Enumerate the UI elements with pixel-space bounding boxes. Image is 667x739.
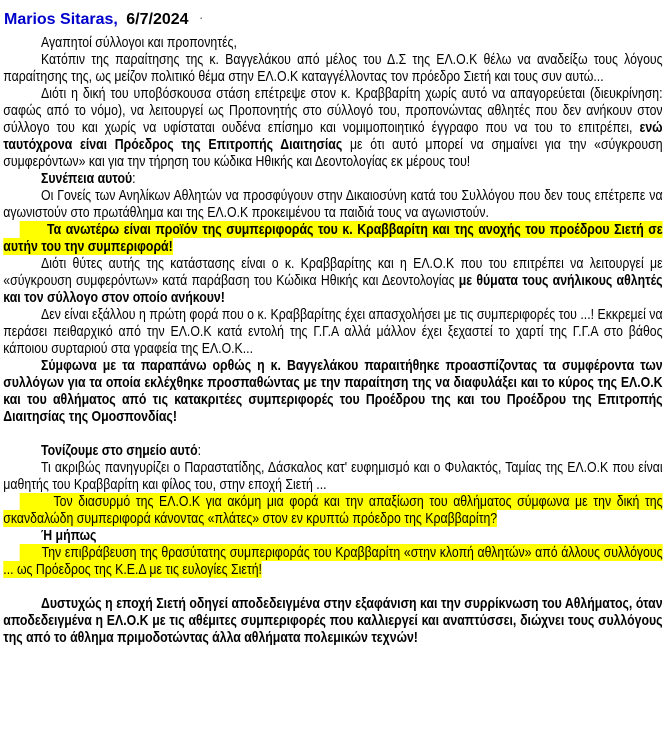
post-author-link[interactable]: Marios Sitaras, [4,11,118,28]
text-run: Δυστυχώς η εποχή Σιετή οδηγεί αποδεδειγμένα στην εξαφάνιση και την συρρίκνωση του Αθλήματος, όταν αποδεδειγμένα η ΕΛ.Ο.Κ με τις αθέμιτες συμπεριφορές που καλλιεργεί και αναπτύσσει, διώχνει τους συλλόγους της από το άθλημα πριμοδοτώντας άλλα αθλήματα πολεμικών τεχνών! [3,595,663,646]
blank-line [3,578,662,595]
text-run: : [132,170,136,187]
paragraph [3,459,662,493]
highlighted-text-run: Την επιβράβευση της θρασύτατης συμπεριφοράς του Κραββαρίτη «στην κλοπή αθλητών» από άλλους συλλόγους ... ως Πρόεδρος της Κ.Ε.Δ με τις ευλογίες Σιετή! [3,544,663,578]
text-run: Ή μήπως [41,527,97,544]
highlighted-text-run: Τα ανωτέρω είναι προϊόν της συμπεριφοράς του κ. Κραββαρίτη και της ανοχής του προέδρου Σιετή σε αυτήν του την συμπεριφορά! [3,221,663,255]
post-body [0,32,667,646]
text-run: Οι Γονείς των Ανηλίκων Αθλητών να προσφύγουν στην Δικαιοσύνη κατά του Συλλόγου που δεν τους επέτρεπε να αγωνιστούν στο πρωτάθλημα και της ΕΛ.Ο.Κ προκειμένου τα παιδιά τους να αγωνιστούν. [3,187,663,221]
text-run: με θύματα τους ανήλικους αθλητές και τον σύλλογο στον οποίο ανήκουν! [3,272,663,306]
post-date: 6/7/2024 [126,11,189,28]
paragraph [3,595,662,646]
text-run: : [197,442,202,459]
text-run: Τι ακριβώς πανηγυρίζει ο Παραστατίδης, Δάσκαλος κατ' ευφημισμό και ο Φυλακτός, Ταμίας της ΕΛ.Ο.Κ που είναι μαθητής του Κραββαρίτη και φίλος του, στην εποχή Σιετή ... [3,459,663,493]
text-run: Δεν είναι εξάλλου η πρώτη φορά που ο κ. Κραββαρίτης έχει απασχολήσει με τις συμπεριφορές του ...! Εκκρεμεί να περάσει πειθαρχικό από την ΕΛ.Ο.Κ κατά εντολή της Γ.Γ.Α αλλά μάλλον έχει ξεχαστεί το χαρτί της Γ.Γ.Α στο βάθος κάποιου συρταριού στα γραφεία της ΕΛ.Ο.Κ... [3,306,663,357]
paragraph [3,34,662,51]
text-run: με ότι αυτό μπορεί να σημαίνει για την «σύγκρουση συμφερόντων» και για την τήρηση του κώδικα Ηθικής και Δεοντολογίας εκ μέρους του! [3,136,663,170]
highlighted-text-run: Τον διασυρμό της ΕΛ.Ο.Κ για ακόμη μια φορά και την απαξίωση του αθλήματος σύμφωνα με την δική της σκανδαλώδη συμπεριφορά κάνοντας «πλάτες» στον εν κρυπτώ πρόεδρο της Κραββαρίτη? [3,493,663,527]
paragraph [3,544,662,578]
paragraph [3,221,662,255]
post-meta-dot-icon: · [199,10,204,25]
text-run: Συνέπεια αυτού [41,170,133,187]
paragraph [3,187,662,221]
text-run: Διότι θύτες αυτής της κατάστασης είναι ο κ. Κραββαρίτης και η ΕΛ.Ο.Κ που του επιτρέπει να λειτουργεί με «σύγκρουση συμφερόντων» κατά παράβαση του Κώδικα Ηθικής και Δεοντολογίας [3,255,663,289]
paragraph [3,255,662,306]
text-run: Κατόπιν της παραίτησης της κ. Βαγγελάκου από μέλος του Δ.Σ της ΕΛ.Ο.Κ θέλω να αναδείξω τους λόγους παραίτησης της, ως μείζον πολιτικό θέμα στην ΕΛ.Ο.Κ καταγγέλλοντας τον πρόεδρο Σιετή και τους συν αυτώ... [3,51,663,85]
blank-line [3,425,662,442]
text-run: ενώ ταυτόχρονα είναι Πρόεδρος της Επιτροπής Διαιτησίας [3,119,663,153]
paragraph [3,527,662,544]
text-run: Διότι η δική του υποβόσκουσα στάση επέτρεψε στον κ. Κραββαρίτη χωρίς αυτό να απαγορεύεται (διευκρίνηση: σαφώς από το νόμο), να λειτουργεί ως Προπονητής στο σύλλογό του, προπονώντας αθλητές που δεν ανήκουν στον σύλλογο του και χωρίς να υφίσταται ουδένα επίσημο και νομιμοποιητικό έγγραφο που να του το επιτρέπει, [3,85,663,136]
paragraph [3,306,662,357]
text-run: Σύμφωνα με τα παραπάνω ορθώς η κ. Βαγγελάκου παραιτήθηκε προασπίζοντας τα συμφέροντα των συλλόγων για τα οποία εκλέχθηκε προσπαθώντας με την παραίτηση της να διαφυλάξει και το κύρος της ΕΛ.Ο.Κ και του αθλήματος από τις κατακριτέες συμπεριφορές του Προέδρου της και του Προέδρου της Επιτροπής Διαιτησίας της Ομοσπονδίας! [3,357,663,425]
paragraph [3,170,662,187]
post-header [0,0,667,32]
paragraph [3,442,662,459]
text-run: Τονίζουμε στο σημείο αυτό [41,442,198,459]
paragraph [3,357,662,425]
paragraph [3,51,662,85]
text-run: Αγαπητοί σύλλογοι και προπονητές, [41,34,237,51]
paragraph [3,493,662,527]
paragraph [3,85,662,170]
